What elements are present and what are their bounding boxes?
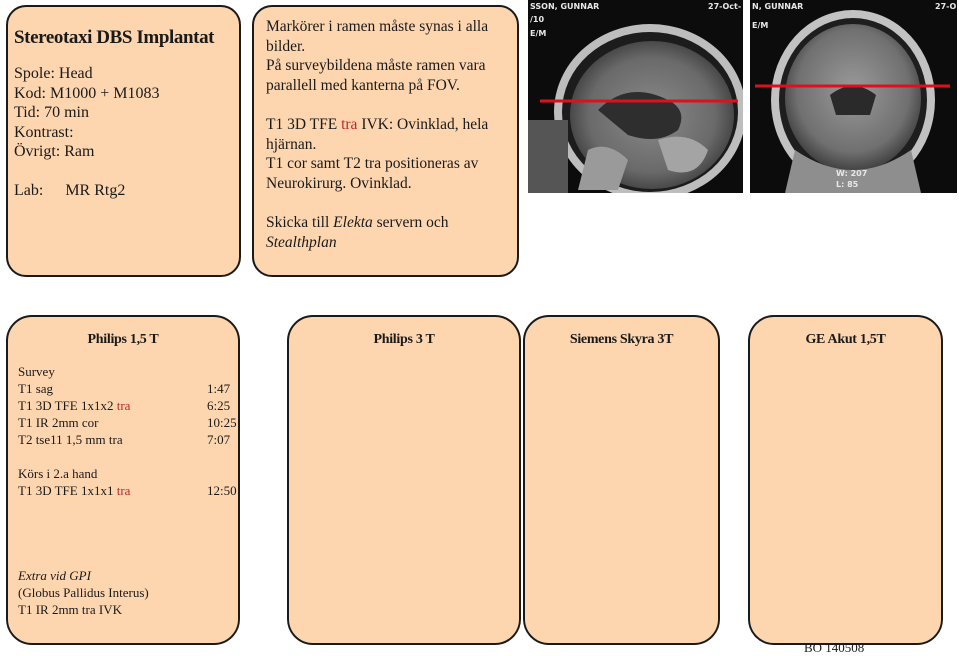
- sag-line3: E/M: [530, 29, 547, 38]
- extra-gpi-subtitle: (Globus Pallidus Interus): [18, 585, 149, 600]
- extra-gpi-title: Extra vid GPI: [18, 568, 91, 583]
- contrast-label: Kontrast:: [14, 123, 74, 141]
- note-send: Skicka till Elekta servern och Stealthplan: [266, 214, 449, 251]
- sequence-list: [18, 363, 243, 618]
- extra-gpi-sequence: T1 IR 2mm tra IVK: [18, 602, 122, 617]
- survey-label: Survey: [18, 364, 55, 379]
- cor-header: N, GUNNAR: [752, 2, 804, 11]
- lab-line: [14, 181, 233, 201]
- sag-line2: /10: [530, 15, 545, 24]
- cor-header-right: 27-O: [935, 2, 957, 11]
- note-t1-3d: T1 3D TFE tra IVK: Ovinklad, hela hjärnan.: [266, 116, 489, 153]
- sagittal-mri-image: [528, 0, 743, 193]
- note-markers: Markörer i ramen måste synas i alla bilder.: [266, 18, 489, 55]
- protocol-info-card: [6, 5, 241, 277]
- column-header-siemens: Siemens Skyra 3T: [569, 332, 674, 347]
- column-philips-1-5t: [6, 315, 240, 645]
- cor-level: L: 85: [836, 180, 859, 189]
- cor-window: W: 207: [836, 169, 868, 178]
- column-ge-akut: [748, 315, 943, 645]
- column-header-philips-3t: Philips 3 T: [373, 332, 435, 347]
- time-label: Tid: 70 min: [14, 104, 89, 121]
- column-siemens-skyra: [523, 315, 720, 645]
- coil-label: Spole: Head: [14, 65, 93, 82]
- protocol-title: Stereotaxi DBS Implantat: [14, 27, 215, 48]
- sequence-row: T1 3D TFE 1x1x1 tra 12:50: [18, 483, 237, 498]
- column-header-philips-1-5t: Philips 1,5 T: [87, 332, 159, 347]
- sequence-row: T2 tse11 1,5 mm tra 7:07: [18, 432, 231, 447]
- lab-value: MR Rtg2: [65, 181, 126, 199]
- note-survey: På surveybildena måste ramen vara parallell med kanterna på FOV.: [266, 57, 486, 94]
- second-hand-label: Körs i 2.a hand: [18, 466, 98, 481]
- sequence-row: T1 sag 1:47: [18, 381, 231, 396]
- instructions-card: [252, 5, 519, 277]
- sag-header-left: SSON, GUNNAR: [530, 2, 600, 11]
- column-header-ge: GE Akut 1,5T: [805, 332, 886, 347]
- other-label: Övrigt: Ram: [14, 143, 95, 160]
- sequence-row: T1 3D TFE 1x1x2 tra 6:25: [18, 398, 231, 413]
- column-philips-3t: [287, 315, 521, 645]
- lab-label: Lab:: [14, 181, 44, 199]
- document-code: BO 140508: [804, 640, 865, 655]
- coronal-mri-image: [750, 0, 957, 193]
- sequence-row: T1 IR 2mm cor 10:25: [18, 415, 237, 430]
- note-positioning: T1 cor samt T2 tra positioneras av Neurokirurg. Ovinklad.: [266, 155, 479, 192]
- cor-line2: E/M: [752, 21, 769, 30]
- sag-header-right: 27-Oct-: [708, 2, 742, 11]
- code-label: Kod: M1000 + M1083: [14, 84, 160, 102]
